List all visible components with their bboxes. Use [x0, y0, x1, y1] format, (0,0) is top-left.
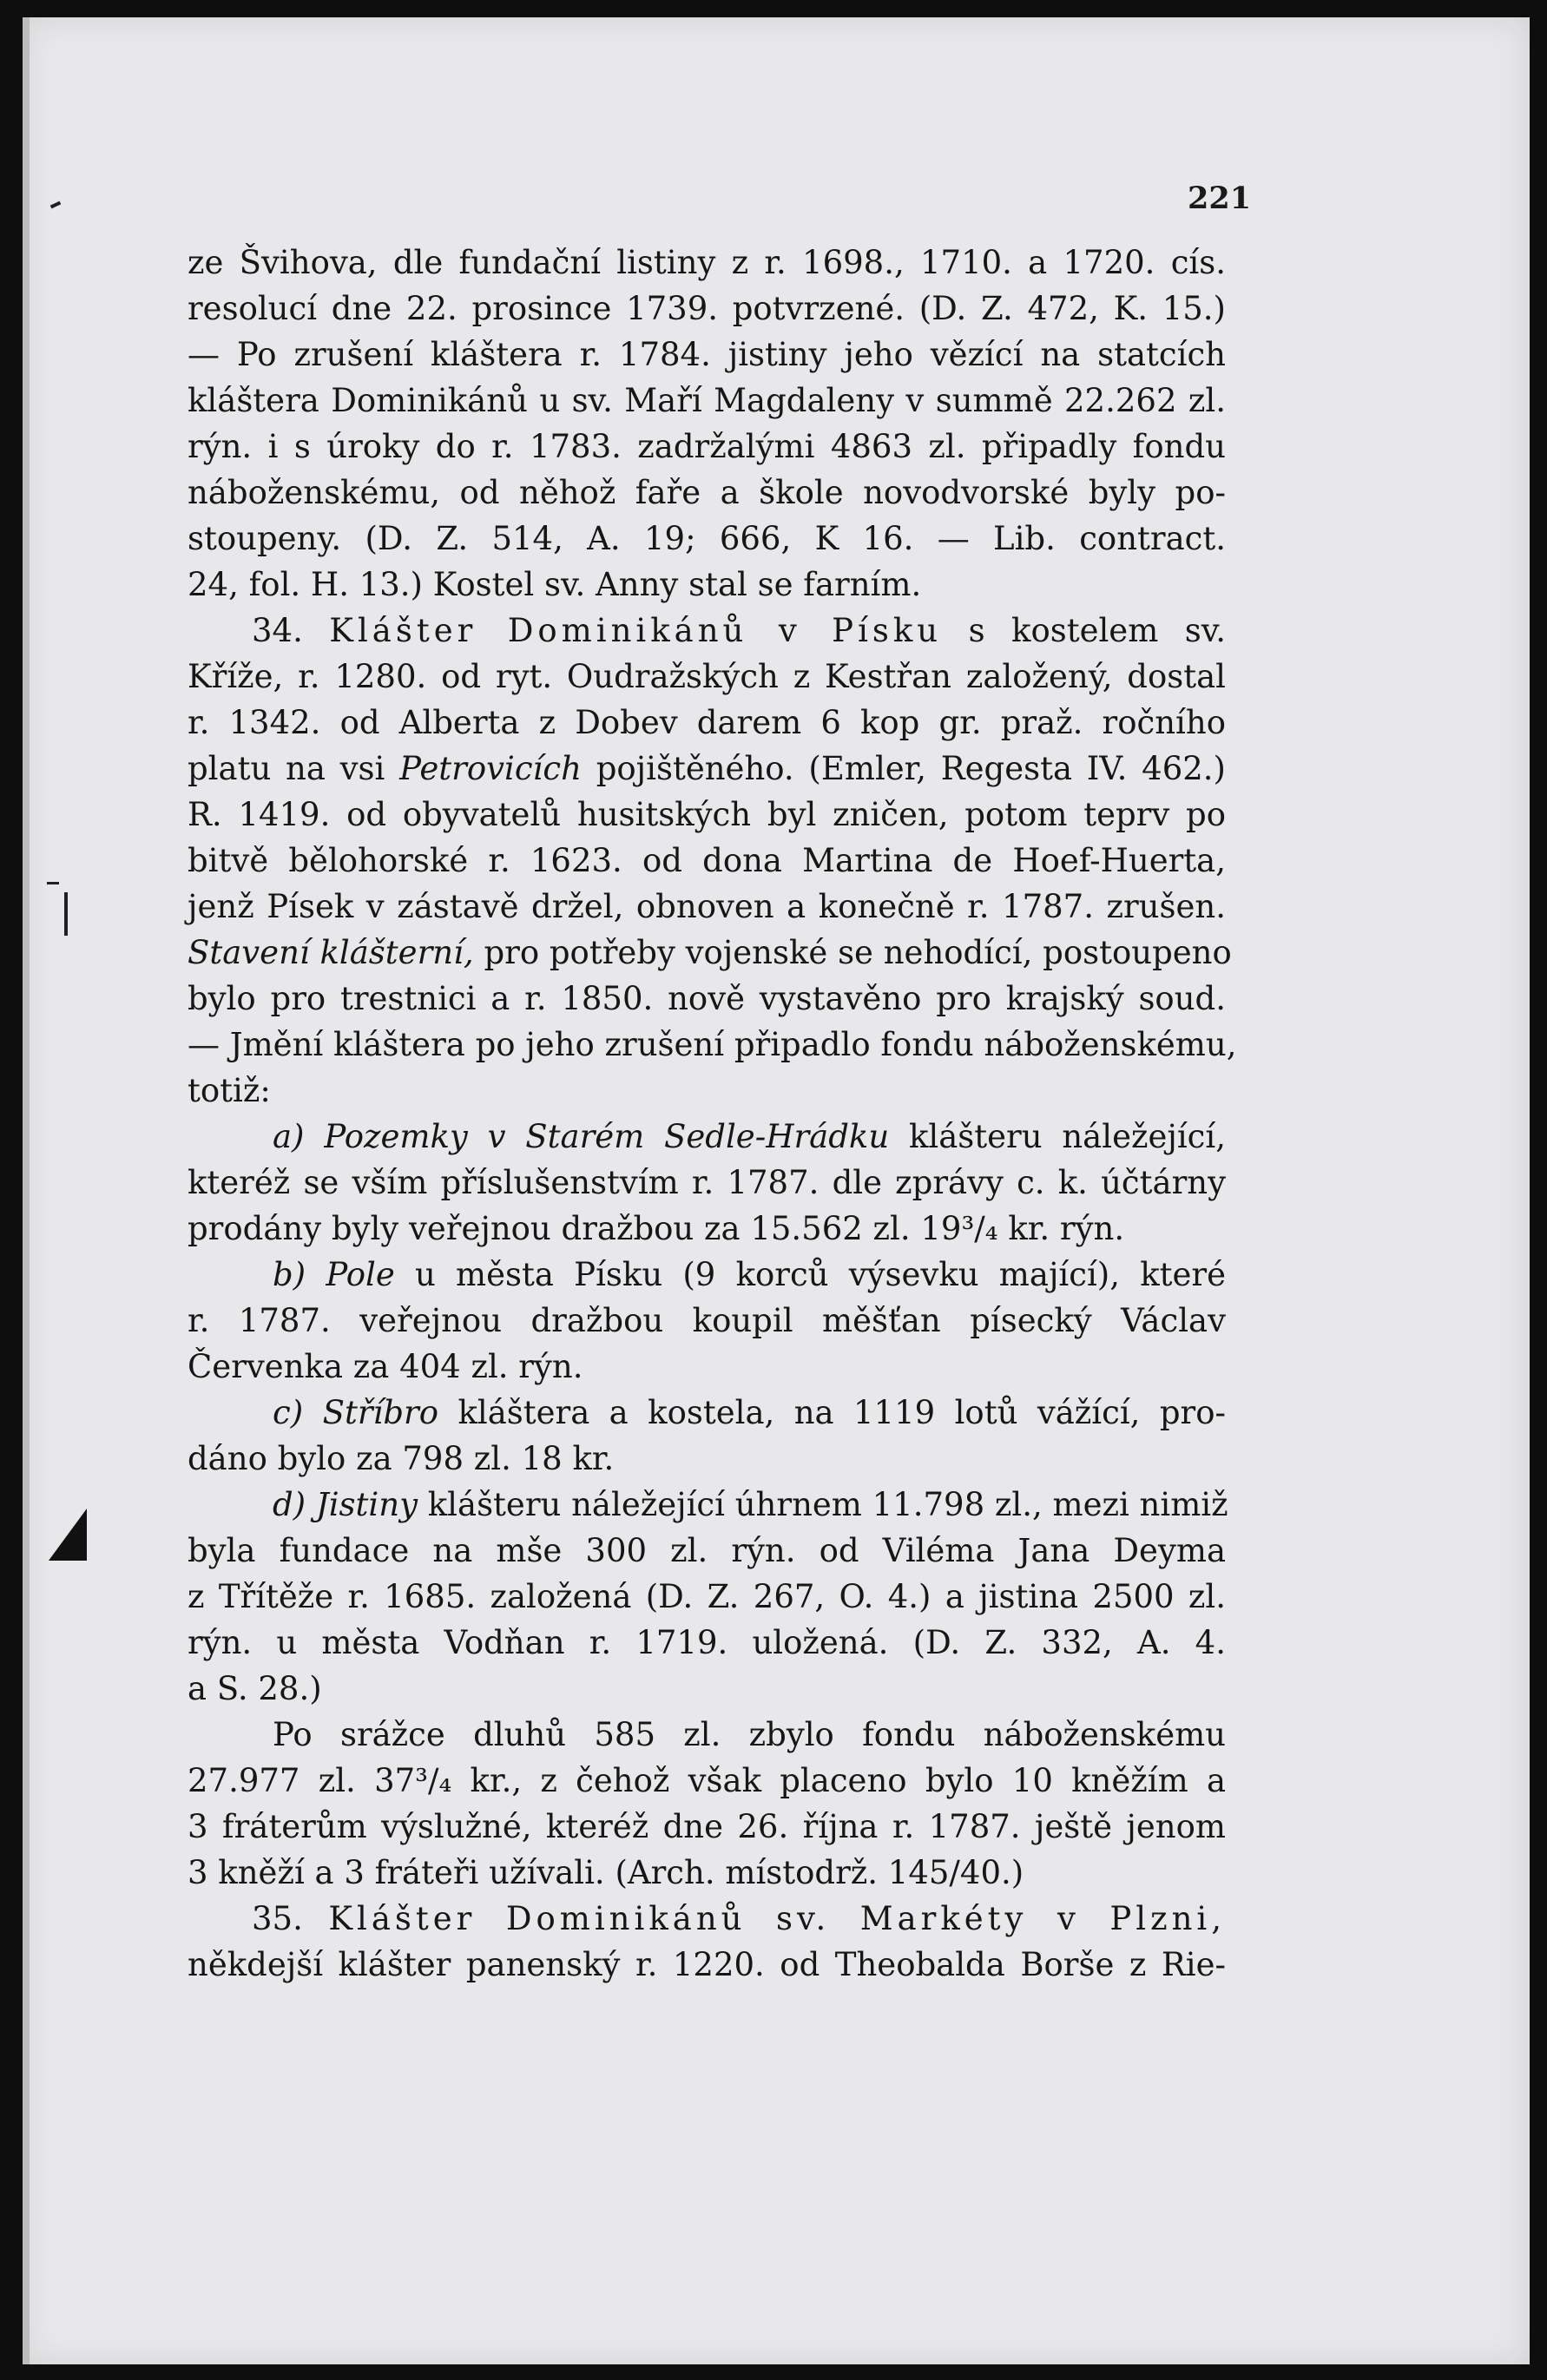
section-number: 35.: [252, 1900, 303, 1937]
text-line: Červenka za 404 zl. rýn.: [188, 1348, 583, 1385]
section-34-heading-line: [188, 608, 1226, 654]
text-span: pro potřeby vojenské se nehodící, postoupeno: [484, 934, 1232, 971]
text-line: rýn. u města Vodňan r. 1719. uložená. (D. Z. 332, A. 4.: [188, 1624, 1226, 1661]
text-line: resolucí dne 22. prosince 1739. potvrzené. (D. Z. 472, K. 15.): [188, 290, 1226, 327]
text-line: prodány byly veřejnou dražbou za 15.562 zl. 19³/₄ kr. rýn.: [188, 1210, 1125, 1247]
section-number: 34.: [252, 612, 303, 649]
item-c-line: [188, 1390, 1226, 1436]
item-label: c): [273, 1394, 304, 1431]
text-line: byla fundace na mše 300 zl. rýn. od Viléma Jana Deyma: [188, 1532, 1226, 1569]
text-line: R. 1419. od obyvatelů husitských byl zničen, potom teprv po: [188, 796, 1226, 833]
text-line: rýn. i s úroky do r. 1783. zadržalými 4863 zl. připadly fondu: [188, 428, 1226, 465]
margin-mark-tick: [47, 882, 59, 884]
text-line: z Třítěže r. 1685. založená (D. Z. 267, O. 4.) a jistina 2500 zl.: [188, 1578, 1226, 1615]
margin-mark-bar: [64, 892, 68, 936]
text-line: a S. 28.): [188, 1670, 322, 1707]
text-line: ze Švihova, dle fundační listiny z r. 1698., 1710. a 1720. cís.: [188, 244, 1226, 281]
item-title-italic: Pole: [326, 1256, 395, 1293]
text-line-with-italic: [188, 930, 1232, 976]
section-35-heading-line: [188, 1896, 1226, 1942]
text-line: r. 1787. veřejnou dražbou koupil měšťan písecký Václav: [188, 1302, 1226, 1339]
text-line: bitvě bělohorské r. 1623. od dona Martina de Hoef-Huerta,: [188, 842, 1226, 879]
text-line: kláštera Dominikánů u sv. Maří Magdaleny v summě 22.262 zl.: [188, 382, 1226, 419]
section-heading-rest: s kostelem sv.: [968, 612, 1226, 649]
text-line-with-italic: [188, 746, 1226, 792]
section-heading: Klášter Dominikánů sv. Markéty v Plzni,: [328, 1900, 1226, 1937]
main-text: [188, 240, 1237, 1988]
item-label: a): [273, 1118, 305, 1155]
item-a-line: [188, 1114, 1226, 1160]
section-heading: Klášter Dominikánů v Písku: [329, 612, 943, 649]
text-line: 24, fol. H. 13.) Kostel sv. Anny stal se farním.: [188, 566, 922, 603]
text-line: Po srážce dluhů 585 zl. zbylo fondu náboženskému: [273, 1716, 1226, 1753]
italic-term: Stavení klášterní,: [188, 934, 474, 971]
item-label: b): [273, 1256, 306, 1293]
text-line: bylo pro trestnici a r. 1850. nově vystavěno pro krajský soud.: [188, 980, 1226, 1017]
text-span: klášteru náležející,: [908, 1118, 1226, 1155]
text-line: — Jmění kláštera po jeho zrušení připadlo fondu náboženskému,: [188, 1026, 1237, 1063]
text-line: kteréž se vším příslušenstvím r. 1787. dle zprávy c. k. účtárny: [188, 1164, 1226, 1201]
text-line: náboženskému, od něhož faře a škole novodvorské byly po-: [188, 474, 1226, 511]
text-span: u města Písku (9 korců výsevku mající), které: [415, 1256, 1227, 1293]
place-name-italic: Petrovicích: [399, 750, 582, 787]
text-line: Kříže, r. 1280. od ryt. Oudražských z Kestřan založený, dostal: [188, 658, 1226, 695]
text-line: 3 fráterům výslužné, kteréž dne 26. října r. 1787. ještě jenom: [188, 1808, 1226, 1845]
margin-mark-triangle: [49, 1509, 87, 1561]
text-span: pojištěného. (Emler, Regesta IV. 462.): [596, 750, 1226, 787]
text-span: kláštera a kostela, na 1119 lotů vážící, pro-: [458, 1394, 1227, 1431]
text-line: 27.977 zl. 37³/₄ kr., z čehož však placeno bylo 10 kněžím a: [188, 1762, 1226, 1799]
text-line: 3 kněží a 3 fráteři užívali. (Arch. místodrž. 145/40.): [188, 1854, 1024, 1891]
text-line: dáno bylo za 798 zl. 18 kr.: [188, 1440, 615, 1477]
item-b-line: [188, 1252, 1226, 1298]
text-span: platu na vsi: [188, 750, 385, 787]
text-line: někdejší klášter panenský r. 1220. od Theobalda Borše z Rie-: [188, 1946, 1226, 1983]
text-line: jenž Písek v zástavě držel, obnoven a konečně r. 1787. zrušen.: [188, 888, 1226, 925]
item-d-line: [188, 1482, 1226, 1528]
text-line: stoupeny. (D. Z. 514, A. 19; 666, K 16. — Lib. contract.: [188, 520, 1226, 557]
item-title-italic: Pozemky v Starém Sedle-Hrádku: [324, 1118, 890, 1155]
page-number: 221: [1188, 181, 1252, 216]
text-line: — Po zrušení kláštera r. 1784. jistiny jeho vězící na statcích: [188, 336, 1226, 373]
page-edge-shadow: [23, 17, 30, 2364]
text-line: r. 1342. od Alberta z Dobev darem 6 kop gr. praž. ročního: [188, 704, 1226, 741]
item-title-italic: Jistiny: [315, 1486, 418, 1523]
item-title-italic: Stříbro: [322, 1394, 438, 1431]
item-label: d): [273, 1486, 306, 1523]
text-line: totiž:: [188, 1072, 271, 1109]
text-span: klášteru náležející úhrnem 11.798 zl., mezi nimiž: [427, 1486, 1228, 1523]
